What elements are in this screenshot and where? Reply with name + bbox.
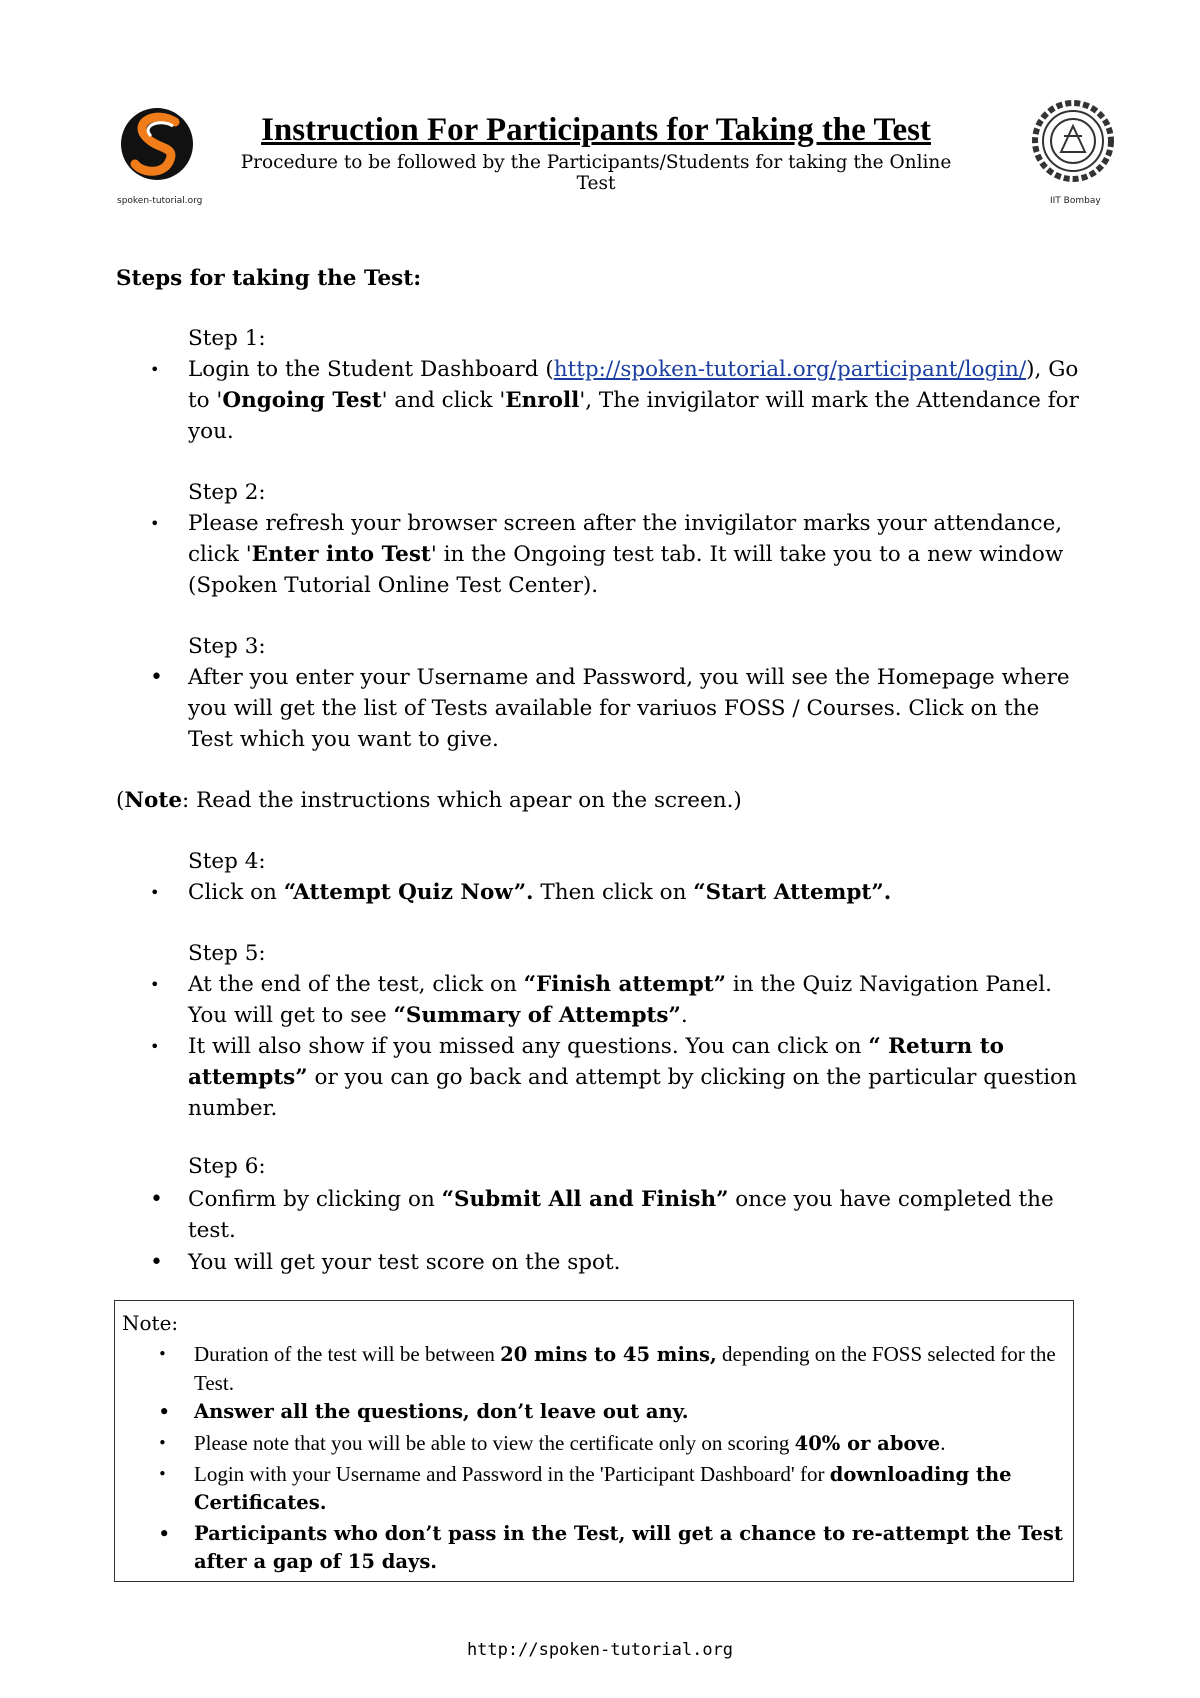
right-logo-caption: IIT Bombay: [1050, 196, 1101, 206]
steps-heading: Steps for taking the Test:: [116, 266, 422, 291]
page-subtitle: Procedure to be followed by the Participants/Students for taking the Online Test: [240, 152, 952, 194]
step-3-label: Step 3:: [188, 634, 266, 659]
step-2-instruction: Please refresh your browser screen after the invigilator marks your attendance, click 'Enter into Test' in the Ongoing test tab. It will take you to a new window (Spoken Tutorial Online Test Center).: [188, 511, 1064, 598]
left-logo-caption: spoken-tutorial.org: [117, 196, 203, 206]
participant-login-link[interactable]: http://spoken-tutorial.org/participant/login/: [553, 357, 1027, 382]
note-certificate-score: Please note that you will be able to view the certificate only on scoring 40% or above.: [194, 1431, 946, 1455]
bullet-icon: •: [158, 1434, 167, 1452]
bullet-icon: •: [150, 1187, 163, 1212]
bullet-icon: •: [150, 1250, 163, 1275]
spoken-tutorial-logo-icon: [117, 104, 197, 184]
step-6-instruction-score: You will get your test score on the spot.: [188, 1250, 621, 1275]
bullet-icon: •: [158, 1465, 167, 1483]
bullet-icon: •: [158, 1400, 171, 1424]
step-1-instruction: Login to the Student Dashboard (http://spoken-tutorial.org/participant/login/), Go to 'Ongoing Test' and click 'Enroll', The invigilator will mark the Attendance for you.: [188, 357, 1079, 444]
bullet-icon: •: [158, 1345, 167, 1363]
bullet-icon: •: [158, 1522, 171, 1546]
note-duration: Duration of the test will be between 20 mins to 45 mins, depending on the FOSS selected for the Test.: [194, 1342, 1056, 1395]
step-5-instruction-return: It will also show if you missed any questions. You can click on “ Return to attempts” or you can go back and attempt by clicking on the particular question number.: [188, 1034, 1077, 1121]
footer-url: http://spoken-tutorial.org: [466, 1640, 734, 1660]
page-title: Instruction For Participants for Taking the Test: [261, 112, 931, 148]
step-1-label: Step 1:: [188, 326, 266, 351]
step-5-label: Step 5:: [188, 941, 266, 966]
bullet-icon: •: [150, 514, 160, 533]
note-reattempt: Participants who don’t pass in the Test, will get a chance to re-attempt the Test after a gap of 15 days.: [194, 1522, 1063, 1573]
step-3-instruction: After you enter your Username and Password, you will see the Homepage where you will get the list of Tests available for variuos FOSS / Courses. Click on the Test which you want to give.: [188, 665, 1070, 752]
bullet-icon: •: [150, 360, 160, 379]
note-box-heading: Note:: [122, 1311, 179, 1335]
step-6-label: Step 6:: [188, 1154, 266, 1179]
note-download-certificates: Login with your Username and Password in the 'Participant Dashboard' for downloading the Certificates.: [194, 1462, 1012, 1514]
bullet-icon: •: [150, 975, 160, 994]
step-6-instruction-submit: Confirm by clicking on “Submit All and Finish” once you have completed the test.: [188, 1187, 1054, 1243]
iit-bombay-emblem-icon: [1028, 96, 1118, 186]
note-answer-all: Answer all the questions, don’t leave out any.: [194, 1400, 689, 1423]
bullet-icon: •: [150, 665, 163, 690]
step-4-instruction: Click on “Attempt Quiz Now”. Then click on “Start Attempt”.: [188, 880, 892, 905]
step-4-label: Step 4:: [188, 849, 266, 874]
step-5-instruction-finish: At the end of the test, click on “Finish attempt” in the Quiz Navigation Panel. You will get to see “Summary of Attempts”.: [188, 972, 1052, 1028]
bullet-icon: •: [150, 883, 160, 902]
step-2-label: Step 2:: [188, 480, 266, 505]
bullet-icon: •: [150, 1037, 160, 1056]
screen-instructions-note: (Note: Read the instructions which apear on the screen.): [116, 788, 742, 813]
